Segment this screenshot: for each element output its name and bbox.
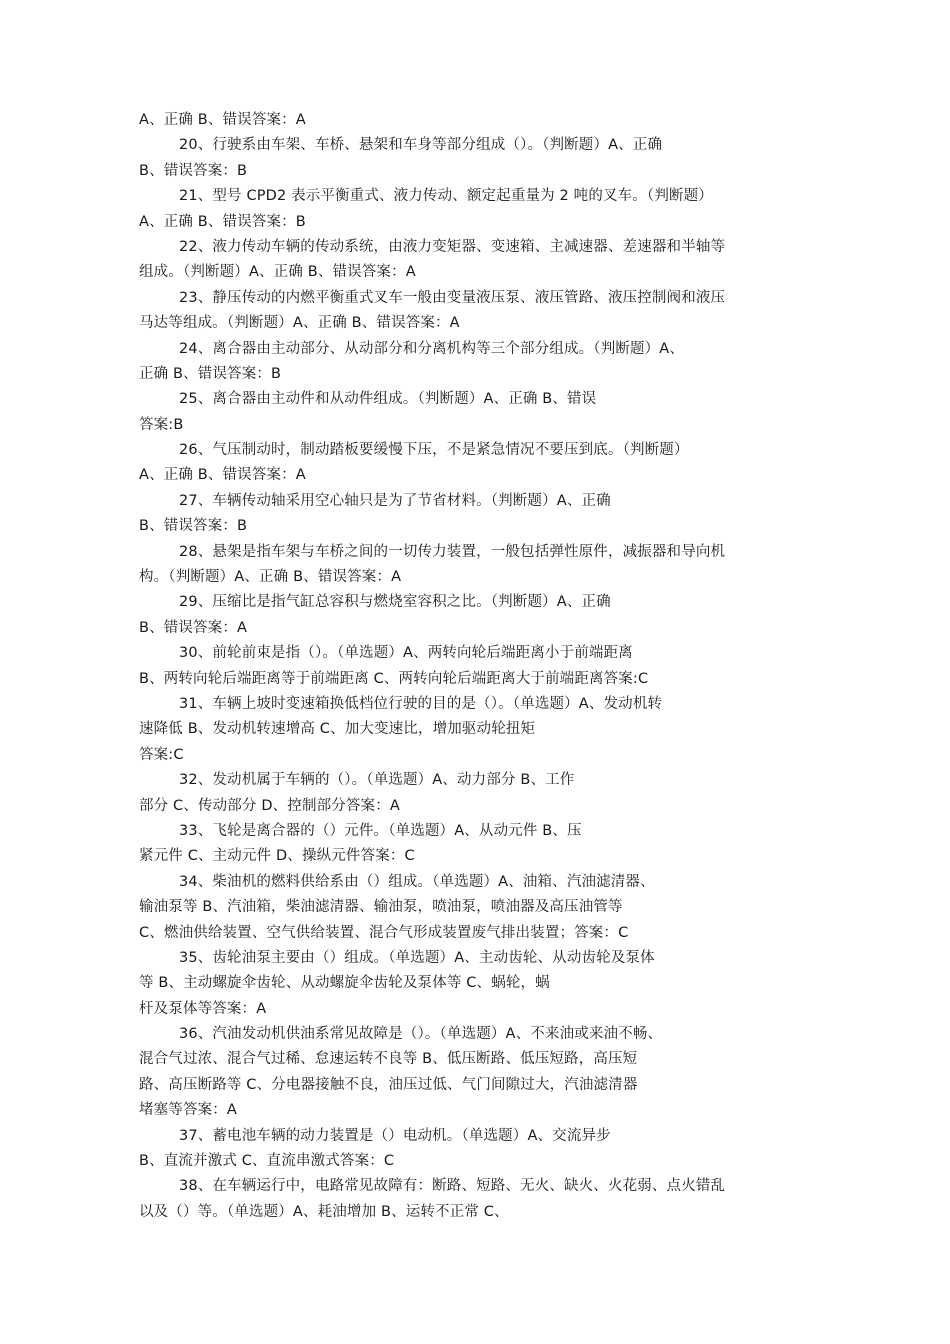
text-line: 等 B、主动螺旋伞齿轮、从动螺旋伞齿轮及泵体等 C、蜗轮，蜗: [139, 975, 550, 992]
text-line: B、两转向轮后端距离等于前端距离 C、两转向轮后端距离大于前端距离答案:C: [139, 670, 649, 687]
text-line: 33、飞轮是离合器的（）元件。（单选题）A、从动元件 B、压: [179, 822, 582, 839]
text-line: 32、发动机属于车辆的（）。（单选题）A、动力部分 B、工作: [179, 772, 575, 789]
text-line: 37、蓄电池车辆的动力装置是（）电动机。（单选题）A、交流异步: [179, 1127, 611, 1144]
text-line: 构。（判断题）A、正确 B、错误答案：A: [139, 569, 402, 586]
text-line: 36、汽油发动机供油系常见故障是（）。（单选题）A、不来油或来油不畅、: [179, 1026, 663, 1043]
text-line: 答案:B: [139, 416, 184, 433]
text-line: B、直流并激式 C、直流串激式答案：C: [139, 1153, 395, 1170]
text-line: A、正确 B、错误答案：B: [139, 213, 306, 230]
text-line: 23、静压传动的内燃平衡重式叉车一般由变量液压泵、液压管路、液压控制阀和液压: [179, 289, 726, 306]
text-line: B、错误答案：B: [139, 162, 248, 179]
text-line: 28、悬架是指车架与车桥之间的一切传力装置，一般包括弹性原件，减振器和导向机: [179, 543, 726, 560]
text-line: 34、柴油机的燃料供给系由（）组成。（单选题）A、油箱、汽油滤清器、: [179, 873, 655, 890]
text-line: 杆及泵体等答案：A: [139, 1000, 267, 1017]
text-line: 31、车辆上坡时变速箱换低档位行驶的目的是（）。（单选题）A、发动机转: [179, 695, 663, 712]
text-line: A、正确 B、错误答案：A: [139, 112, 306, 128]
text-line: 路、高压断路等 C、分电器接触不良，油压过低、气门间隙过大，汽油滤清器: [139, 1076, 638, 1093]
text-line: 混合气过浓、混合气过稀、怠速运转不良等 B、低压断路、低压短路，高压短: [139, 1051, 638, 1068]
text-line: 25、离合器由主动件和从动件组成。（判断题）A、正确 B、错误: [179, 391, 597, 408]
text-line: 组成。（判断题）A、正确 B、错误答案：A: [139, 264, 416, 281]
text-line: 堵塞等答案：A: [139, 1102, 237, 1119]
text-line: 以及（）等。（单选题）A、耗油增加 B、运转不正常 C、: [139, 1203, 509, 1220]
text-line: 21、型号 CPD2 表示平衡重式、液力传动、额定起重量为 2 吨的叉车。（判断题）: [179, 188, 713, 205]
text-line: 输油泵等 B、汽油箱，柴油滤清器、输油泵，喷油泵，喷油器及高压油管等: [139, 899, 623, 916]
text-line: 29、压缩比是指气缸总容积与燃烧室容积之比。（判断题）A、正确: [179, 594, 611, 611]
text-line: 38、在车辆运行中，电路常见故障有：断路、短路、无火、缺火、火花弱、点火错乱: [179, 1178, 726, 1195]
text-line: 速降低 B、发动机转速增高 C、加大变速比，增加驱动轮扭矩: [139, 721, 536, 738]
text-line: 22、液力传动车辆的传动系统，由液力变矩器、变速箱、主减速器、差速器和半轴等: [179, 238, 726, 255]
text-line: 27、车辆传动轴采用空心轴只是为了节省材料。（判断题）A、正确: [179, 492, 611, 509]
text-line: A、正确 B、错误答案：A: [139, 467, 306, 484]
text-line: B、错误答案：A: [139, 619, 248, 636]
text-line: 部分 C、传动部分 D、控制部分答案：A: [139, 797, 400, 814]
text-line: 正确 B、错误答案：B: [139, 365, 282, 382]
text-line: C、燃油供给装置、空气供给装置、混合气形成装置废气排出装置；答案：C: [139, 924, 629, 941]
text-line: 30、前轮前束是指（）。（单选题）A、两转向轮后端距离小于前端距离: [179, 645, 633, 662]
text-line: 马达等组成。（判断题）A、正确 B、错误答案：A: [139, 315, 460, 332]
text-line: 紧元件 C、主动元件 D、操纵元件答案：C: [139, 848, 415, 865]
text-line: 24、离合器由主动部分、从动部分和分离机构等三个部分组成。（判断题）A、: [179, 340, 685, 357]
document-body: [139, 108, 839, 1225]
text-line: B、错误答案：B: [139, 518, 248, 535]
text-line: 答案:C: [139, 746, 184, 763]
text-line: 20、行驶系由车架、车桥、悬架和车身等部分组成（）。（判断题）A、正确: [179, 137, 663, 154]
text-line: 35、齿轮油泵主要由（）组成。（单选题）A、主动齿轮、从动齿轮及泵体: [179, 949, 655, 966]
text-line: 26、气压制动时，制动踏板要缓慢下压，不是紧急情况不要压到底。（判断题）: [179, 442, 689, 459]
